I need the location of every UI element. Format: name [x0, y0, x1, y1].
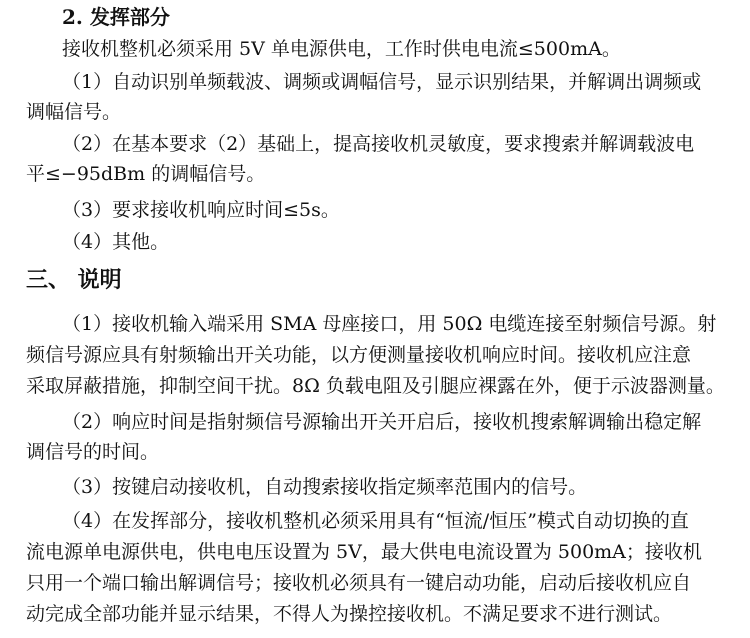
note-1-line-1: （1）接收机输入端采用 SMA 母座接口，用 50Ω 电缆连接至射频信号源。射	[62, 313, 717, 335]
note-2-line-2: 调信号的时间。	[26, 441, 160, 463]
note-3: （3）按键启动接收机，自动搜索接收指定频率范围内的信号。	[62, 476, 588, 498]
section-2-item-1-line-2: 调幅信号。	[26, 101, 122, 123]
note-1-line-2: 频信号源应具有射频输出开关功能，以方便测量接收机响应时间。接收机应注意	[26, 344, 692, 366]
section-2-intro: 接收机整机必须采用 5V 单电源供电，工作时供电电流≤500mA。	[62, 38, 621, 60]
section-2-title: 发挥部分	[89, 5, 170, 29]
note-4-line-1: （4）在发挥部分，接收机整机必须采用具有“恒流/恒压”模式自动切换的直	[62, 510, 689, 532]
note-4-line-4: 动完成全部功能并显示结果，不得人为操控接收机。不满足要求不进行测试。	[26, 603, 673, 625]
section-2-item-2-line-1: （2）在基本要求（2）基础上，提高接收机灵敏度，要求搜索并解调载波电	[62, 133, 695, 155]
section-2-item-1-line-1: （1）自动识别单频载波、调频或调幅信号，显示识别结果，并解调出调频或	[62, 71, 702, 93]
section-2-item-3: （3）要求接收机响应时间≤5s。	[62, 199, 340, 221]
section-3-heading: 三、 说明	[26, 267, 122, 293]
note-2-line-1: （2）响应时间是指射频信号源输出开关开启后，接收机搜索解调输出稳定解	[62, 411, 702, 433]
section-2-item-4: （4）其他。	[62, 231, 170, 253]
note-1-line-3: 采取屏蔽措施，抑制空间干扰。8Ω 负载电阻及引腿应裸露在外，便于示波器测量。	[26, 375, 725, 397]
note-4-line-3: 只用一个端口输出解调信号；接收机必须具有一键启动功能，启动后接收机应自	[26, 572, 692, 594]
section-2-number: 2.	[62, 5, 83, 29]
section-2-item-2-line-2: 平≤−95dBm 的调幅信号。	[26, 163, 266, 185]
section-2-heading	[62, 6, 170, 28]
note-4-line-2: 流电源单电源供电，供电电压设置为 5V，最大供电电流设置为 500mA；接收机	[26, 541, 702, 563]
